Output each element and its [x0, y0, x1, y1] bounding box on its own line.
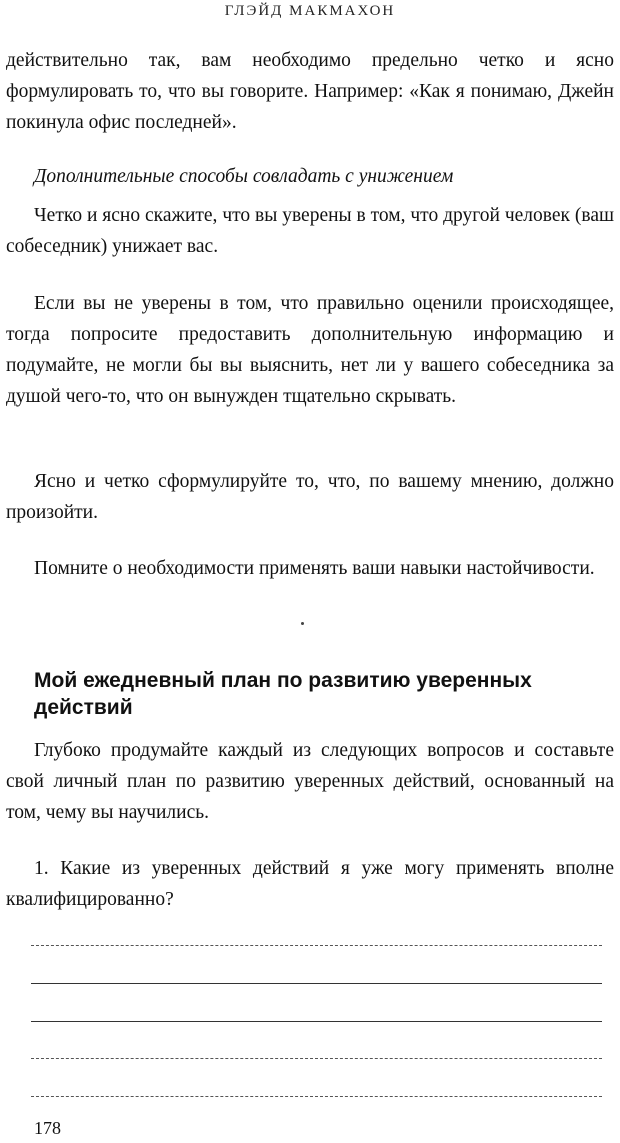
paragraph-ask-info: Если вы не уверены в том, что правильно оценили происходящее, тогда попросите предоставить дополнительную информацию и подумайте, не могли бы вы выяснить, нет ли у вашего собеседника за душой чего-то, что он вынужден тщательно скрывать.: [6, 293, 614, 407]
paragraph-formulate: Ясно и четко сформулируйте то, что, по вашему мнению, должно произойти.: [6, 471, 614, 523]
separator-dot: [301, 622, 304, 625]
answer-line-3[interactable]: [31, 1021, 602, 1022]
paragraph-continuation: действительно так, вам необходимо предельно четко и ясно формулировать то, что вы говорите. Например: «Как я понимаю, Джейн покинула офис последней».: [6, 50, 614, 133]
paragraph-remember: Помните о необходимости применять ваши навыки настойчивости.: [34, 558, 595, 579]
subheading-humiliation: Дополнительные способы совладать с унижением: [34, 166, 454, 187]
paragraph-state-clearly: Четко и ясно скажите, что вы уверены в том, что другой человек (ваш собеседник) унижает вас.: [6, 205, 614, 257]
page-number: 178: [34, 1118, 61, 1138]
running-head: ГЛЭЙД МАКМАХОН: [224, 3, 396, 19]
answer-line-5[interactable]: [31, 1096, 602, 1097]
answer-line-2[interactable]: [31, 983, 602, 984]
answer-line-4[interactable]: [31, 1058, 602, 1059]
section-title: Мой ежедневный план по развитию уверенных действий: [34, 669, 532, 719]
answer-line-1[interactable]: [31, 945, 602, 946]
section-intro: Глубоко продумайте каждый из следующих вопросов и составьте свой личный план по развитию уверенных действий, основанный на том, чему вы научились.: [6, 740, 614, 823]
question-1: 1. Какие из уверенных действий я уже могу применять вполне квалифицированно?: [6, 858, 614, 910]
